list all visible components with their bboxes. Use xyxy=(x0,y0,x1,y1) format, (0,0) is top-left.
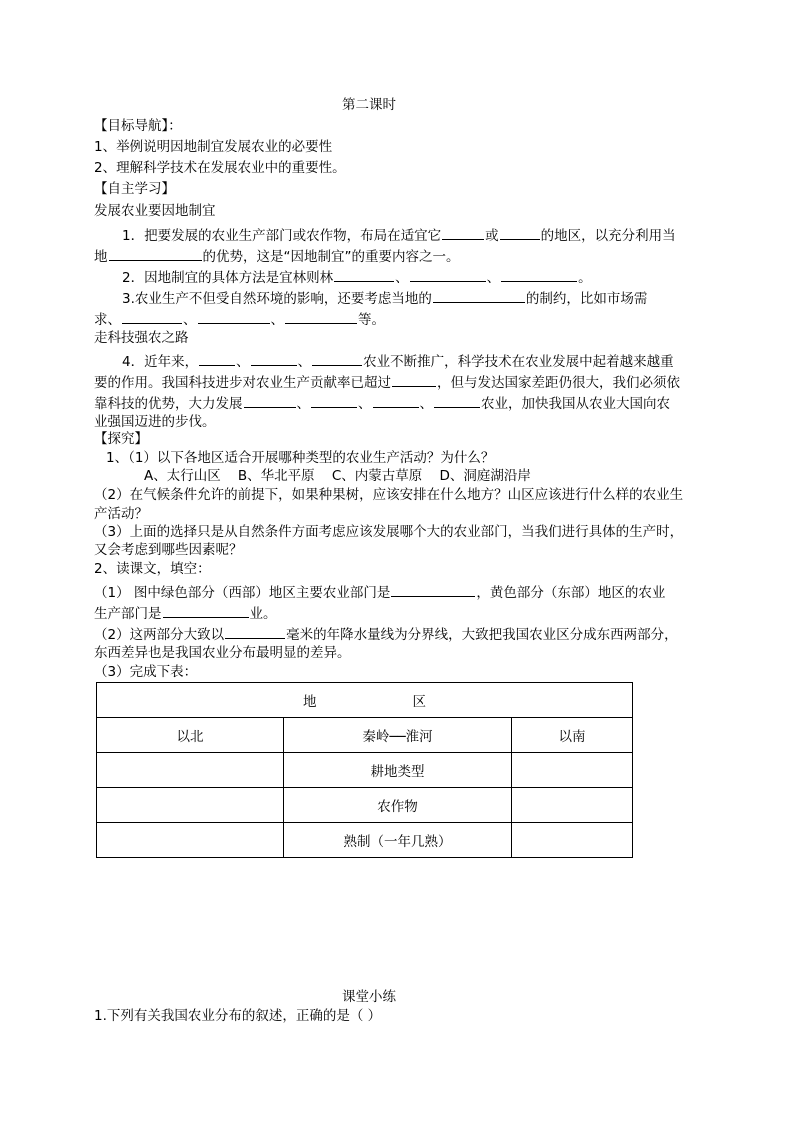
explore-2-p2-line-1: （2）这两部分大致以 毫米的年降水量线为分界线，大致把我国农业区分成东西两部分， xyxy=(94,624,644,644)
question-4-line-1: 4．近年来， 、 、 农业不断推广，科学技术在农业发展中起着越来越重 xyxy=(122,351,644,371)
blank[interactable] xyxy=(311,393,357,408)
question-2: 2．因地制宜的具体方法是宜林则林 、 、 。 xyxy=(122,267,644,287)
practice-title: 课堂小练 xyxy=(342,989,396,1005)
section1-title: 发展农业要因地制宜 xyxy=(94,203,216,219)
blank[interactable] xyxy=(163,603,249,618)
table-cell-empty[interactable] xyxy=(512,788,633,823)
page-title: 第二课时 xyxy=(342,97,396,113)
explore-1-q3-line-1: （3）上面的选择只是从自然条件方面考虑应该发展哪个大的农业部门，当我们进行具体的生产时， xyxy=(94,524,684,540)
blank[interactable] xyxy=(312,351,362,366)
table-cell-empty[interactable] xyxy=(512,753,633,788)
blank[interactable] xyxy=(501,267,577,282)
blank[interactable] xyxy=(410,267,486,282)
col-south: 以南 xyxy=(512,718,633,753)
blank[interactable] xyxy=(434,393,480,408)
row-label: 熟制（一年几熟） xyxy=(284,823,512,858)
explore-2-p1-line-2: 生产部门是 业。 xyxy=(94,603,644,623)
explore-2-p2-line-2: 东西差异也是我国农业分布最明显的差异。 xyxy=(94,645,351,661)
blank[interactable] xyxy=(285,309,357,324)
explore-1-options: A、太行山区 B、华北平原 C、内蒙古草原 D、洞庭湖沿岸 xyxy=(144,468,531,484)
blank[interactable] xyxy=(244,393,296,408)
blank[interactable] xyxy=(251,351,297,366)
goal-header: 【目标导航】： xyxy=(94,118,182,134)
self-study-header: 【自主学习】 xyxy=(94,181,175,197)
blank[interactable] xyxy=(225,624,285,639)
blank[interactable] xyxy=(392,372,436,387)
blank[interactable] xyxy=(500,225,540,240)
blank[interactable] xyxy=(433,288,525,303)
question-1-line-2: 地 的优势，这是“因地制宜”的重要内容之一。 xyxy=(94,246,644,266)
table-header-cell xyxy=(97,683,633,718)
explore-2-title: 2、读课文，填空： xyxy=(94,561,211,577)
blank[interactable] xyxy=(373,393,419,408)
blank[interactable] xyxy=(442,225,484,240)
table-cell-empty[interactable] xyxy=(512,823,633,858)
question-3-line-2: 求、 、 、 等。 xyxy=(94,309,644,329)
table-header-right: 区 xyxy=(412,694,426,710)
explore-2-p1-line-1: （1） 图中绿色部分（西部）地区主要农业部门是 ，黄色部分（东部）地区的农业 xyxy=(94,582,644,602)
question-4-line-3: 靠科技的优势，大力发展 、 、 、 农业，加快我国从农业大国向农 xyxy=(94,393,644,413)
table-row xyxy=(97,753,633,788)
table-cell-empty[interactable] xyxy=(97,788,284,823)
table-cell-empty[interactable] xyxy=(97,753,284,788)
goal-2: 2、理解科学技术在发展农业中的重要性。 xyxy=(94,160,346,176)
explore-2-p3: （3）完成下表： xyxy=(94,664,198,680)
table-row xyxy=(97,823,633,858)
row-label: 农作物 xyxy=(284,788,512,823)
blank[interactable] xyxy=(109,246,202,261)
table-header-row xyxy=(97,683,633,718)
explore-1-question: 1、（1）以下各地区适合开展哪种类型的农业生产活动？为什么？ xyxy=(106,450,495,466)
table-row xyxy=(97,788,633,823)
goal-1: 1、举例说明因地制宜发展农业的必要性 xyxy=(94,139,333,155)
explore-1-q2-line-1: （2）在气候条件允许的前提下，如果种果树，应该安排在什么地方？山区应该进行什么样的农业生 xyxy=(94,487,684,503)
section2-title: 走科技强农之路 xyxy=(94,330,189,346)
practice-question-1: 1.下列有关我国农业分布的叙述，正确的是（ ） xyxy=(94,1008,382,1024)
table-row xyxy=(97,718,633,753)
question-3-line-1: 3.农业生产不但受自然环境的影响，还要考虑当地的 的制约，比如市场需 xyxy=(122,288,644,308)
col-north: 以北 xyxy=(97,718,284,753)
row-label: 耕地类型 xyxy=(284,753,512,788)
explore-1-q2-line-2: 产活动？ xyxy=(94,506,148,522)
blank[interactable] xyxy=(334,267,394,282)
explore-header: 【探究】 xyxy=(94,431,148,447)
col-mid: 秦岭──淮河 xyxy=(284,718,512,753)
blank[interactable] xyxy=(198,309,270,324)
question-4-line-4: 业强国迈进的步伐。 xyxy=(94,414,216,430)
question-4-line-2: 要的作用。我国科技进步对农业生产贡献率已超过 ，但与发达国家差距仍很大，我们必须依 xyxy=(94,372,644,392)
region-table xyxy=(96,682,633,858)
question-1-line-1: 1．把要发展的农业生产部门或农作物，布局在适宜它 或 的地区，以充分利用当 xyxy=(122,225,644,245)
blank[interactable] xyxy=(199,351,235,366)
explore-1-q3-line-2: 又会考虑到哪些因素呢？ xyxy=(94,542,243,558)
table-header-left: 地 xyxy=(303,694,317,710)
table-cell-empty[interactable] xyxy=(97,823,284,858)
blank[interactable] xyxy=(391,582,475,597)
blank[interactable] xyxy=(122,309,182,324)
